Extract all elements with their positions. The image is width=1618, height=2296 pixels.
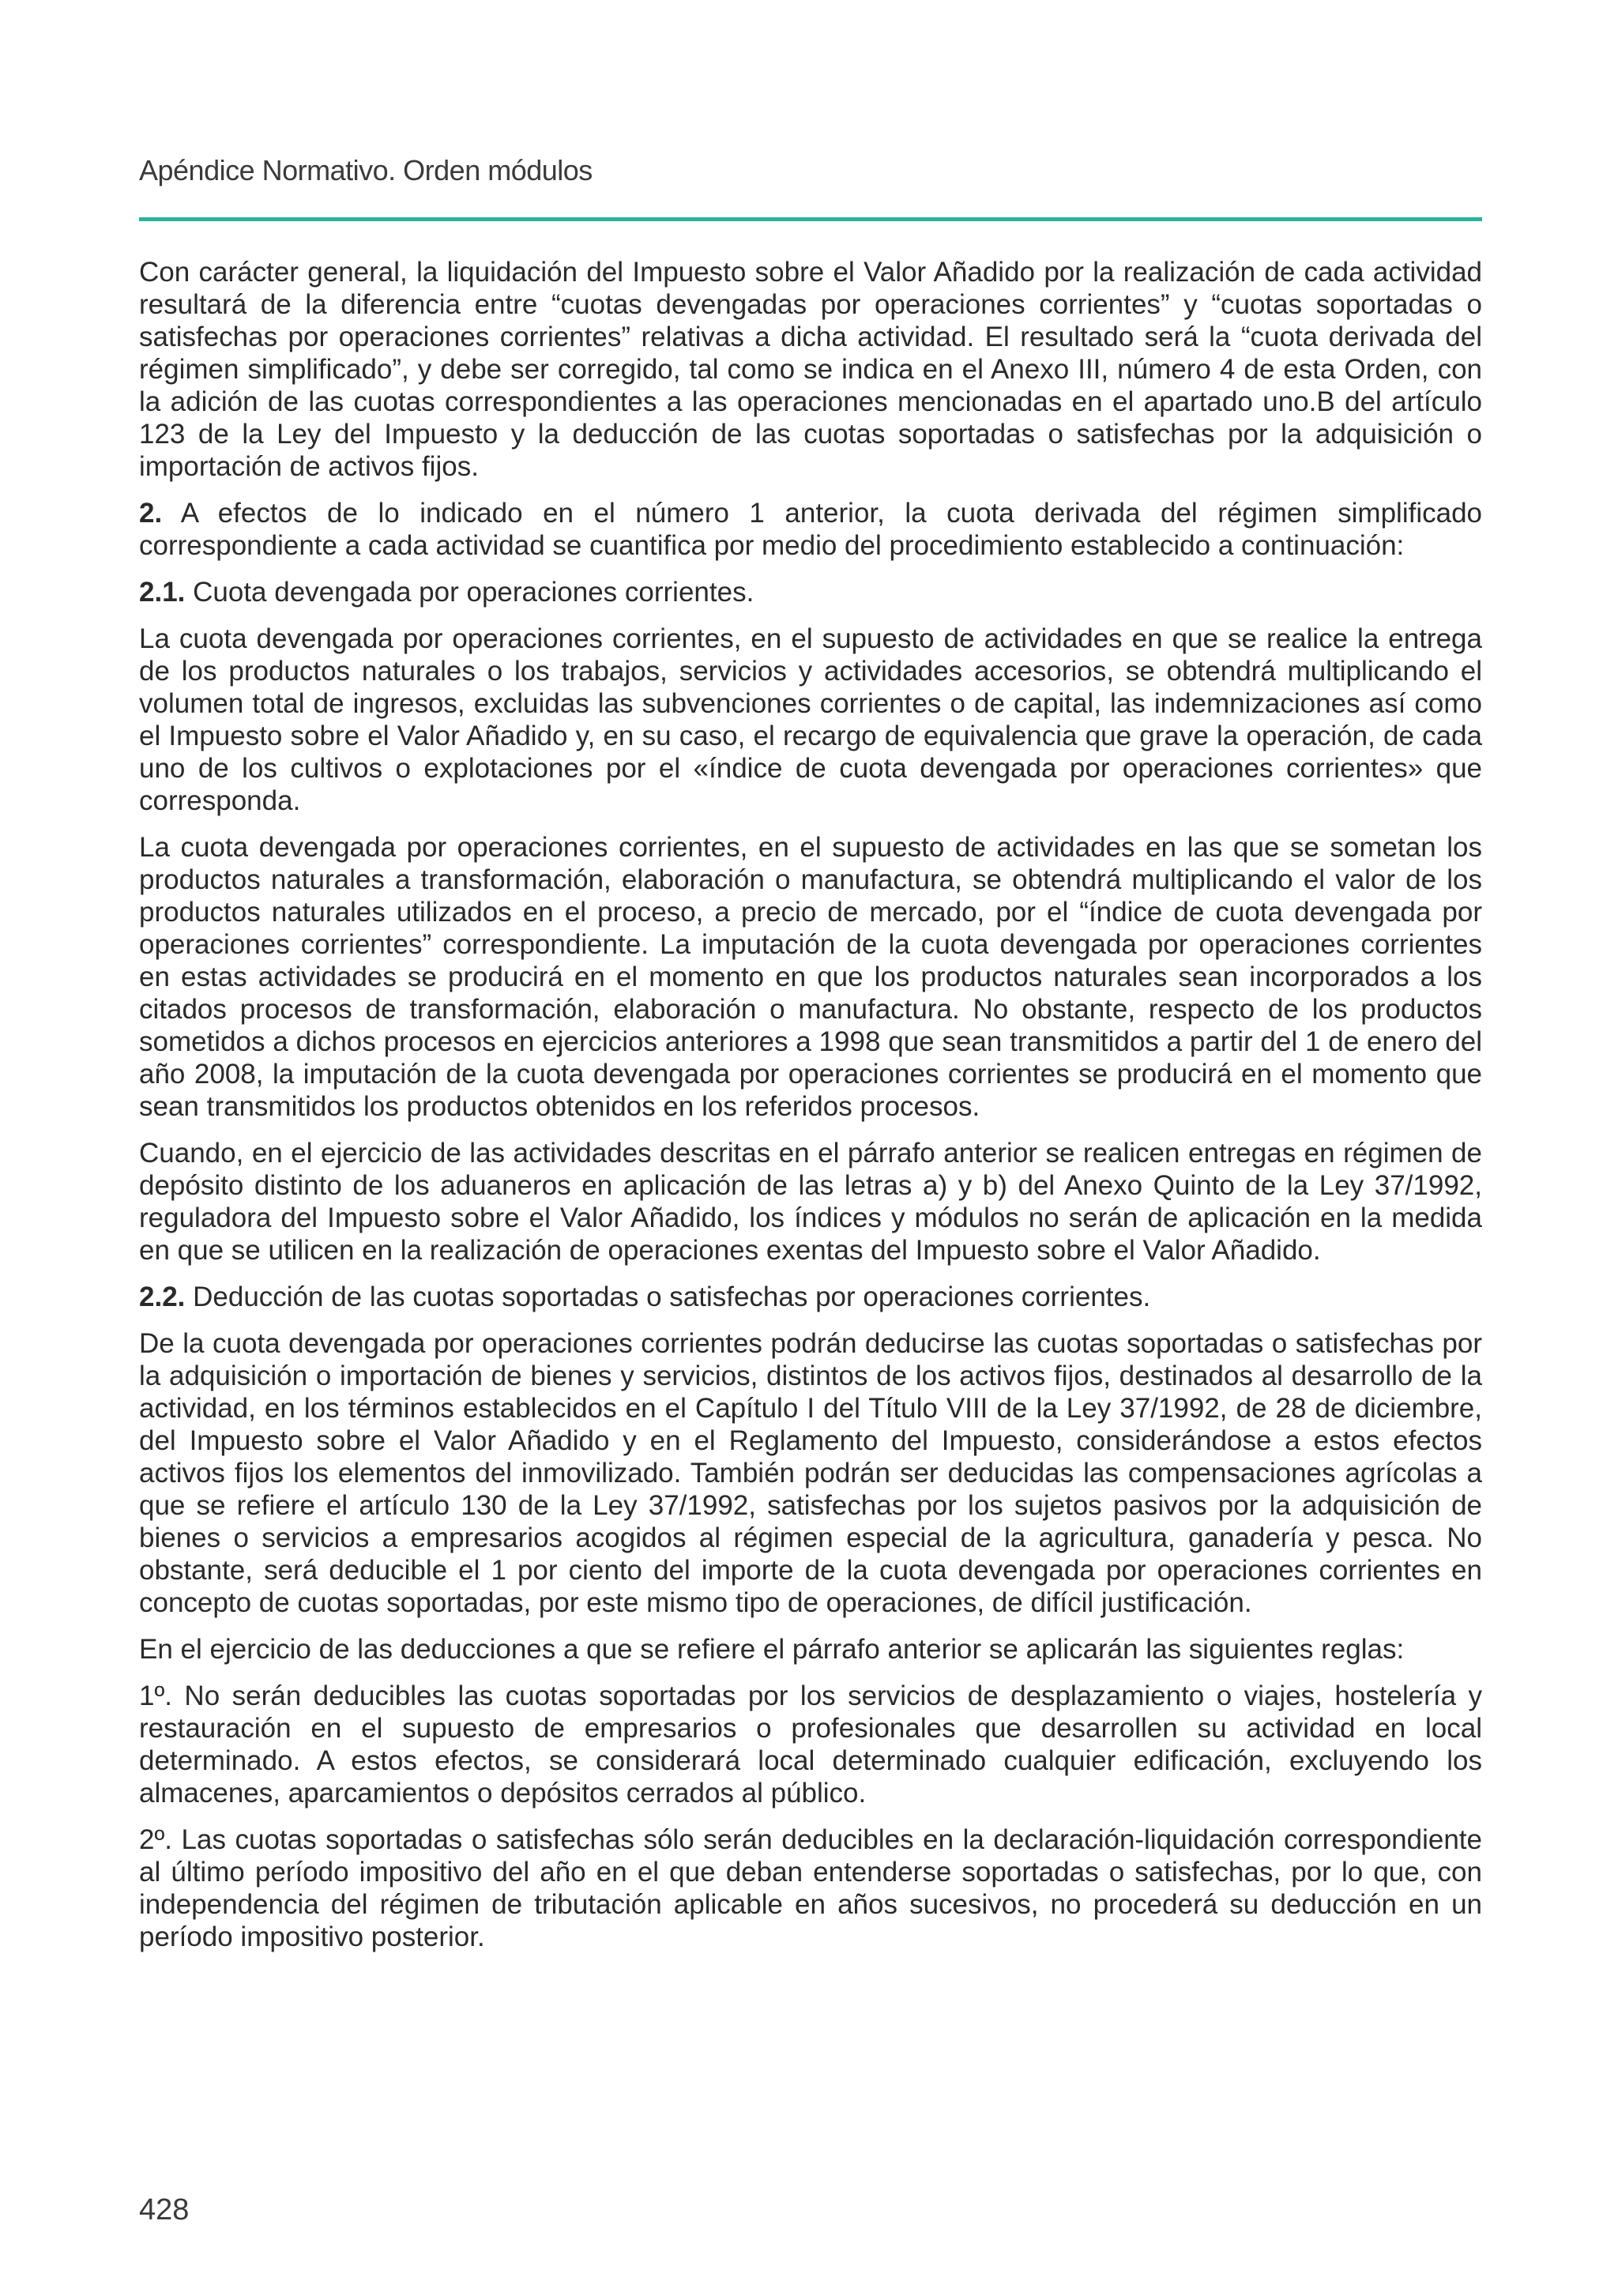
page-body [139,256,1482,1967]
section-number: 2.1. [139,577,186,608]
section-number: 2.2. [139,1282,186,1312]
section-heading [139,1281,1482,1313]
paragraph [139,831,1482,1123]
paragraph [139,256,1482,483]
paragraph-text: De la cuota devengada por operaciones corrientes podrán deducirse las cuotas soportadas o satisfechas por la adquisición o importación de bienes y servicios, distintos de los activos fijos, destinados al desarrollo de la actividad, en los términos establecidos en el Capítulo I del Título VIII de la Ley 37/1992, de 28 de diciembre, del Impuesto sobre el Valor Añadido y en el Reglamento del Impuesto, considerándose a estos efectos activos fijos los elementos del inmovilizado. También podrán ser deducidas las compensaciones agrícolas a que se refiere el artículo 130 de la Ley 37/1992, satisfechas por los sujetos pasivos por la adquisición de bienes o servicios a empresarios acogidos al régimen especial de la agricultura, ganadería y pesca. No obstante, será deducible el 1 por ciento del importe de la cuota devengada por operaciones corrientes en concepto de cuotas soportadas, por este mismo tipo de operaciones, de difícil justificación. [139,1328,1482,1618]
paragraph [139,623,1482,817]
paragraph-text: A efectos de lo indicado en el número 1 anterior, la cuota derivada del régimen simplificado correspondiente a cada actividad se cuantifica por medio del procedimiento establecido a continuación: [139,498,1482,561]
paragraph-text: Cuando, en el ejercicio de las actividades descritas en el párrafo anterior se realicen entregas en régimen de depósito distinto de los aduaneros en aplicación de las letras a) y b) del Anexo Quinto de la Ley 37/1992, reguladora del Impuesto sobre el Valor Añadido, los índices y módulos no serán de aplicación en la medida en que se utilicen en la realización de operaciones exentas del Impuesto sobre el Valor Añadido. [139,1138,1482,1266]
paragraph [139,1137,1482,1267]
paragraph [139,497,1482,562]
running-header: Apéndice Normativo. Orden módulos [139,154,593,186]
section-number: 2. [139,498,163,529]
paragraph-text: Con carácter general, la liquidación del Impuesto sobre el Valor Añadido por la realización de cada actividad resultará de la diferencia entre “cuotas devengadas por operaciones corrientes” y “cuotas soportadas o satisfechas por operaciones corrientes” relativas a dicha actividad. El resultado será la “cuota derivada del régimen simplificado”, y debe ser corregido, tal como se indica en el Anexo III, número 4 de esta Orden, con la adición de las cuotas correspondientes a las operaciones mencionadas en el apartado uno.B del artículo 123 de la Ley del Impuesto y la deducción de las cuotas soportadas o satisfechas por la adquisición o importación de activos fijos. [139,257,1482,482]
rule-item [139,1824,1482,1953]
paragraph-text: La cuota devengada por operaciones corrientes, en el supuesto de actividades en que se realice la entrega de los productos naturales o los trabajos, servicios y actividades accesorios, se obtendrá multiplicando el volumen total de ingresos, excluidas las subvenciones corrientes o de capital, las indemnizaciones así como el Impuesto sobre el Valor Añadido y, en su caso, el recargo de equivalencia que grave la operación, de cada uno de los cultivos o explotaciones por el «índice de cuota devengada por operaciones corrientes» que corresponda. [139,623,1482,816]
section-title: Deducción de las cuotas soportadas o satisfechas por operaciones corrientes. [185,1282,1151,1312]
page-number: 428 [139,2193,190,2226]
rule-item [139,1680,1482,1809]
paragraph [139,1633,1482,1666]
section-title: Cuota devengada por operaciones corrientes. [185,577,754,608]
header-divider [139,217,1482,221]
paragraph [139,1327,1482,1619]
paragraph-text: La cuota devengada por operaciones corrientes, en el supuesto de actividades en las que se sometan los productos naturales a transformación, elaboración o manufactura, se obtendrá multiplicando el valor de los productos naturales utilizados en el proceso, a precio de mercado, por el “índice de cuota devengada por operaciones corrientes” correspondiente. La imputación de la cuota devengada por operaciones corrientes en estas actividades se producirá en el momento en que los productos naturales sean incorporados a los citados procesos de transformación, elaboración o manufactura. No obstante, respecto de los productos sometidos a dichos procesos en ejercicios anteriores a 1998 que sean transmitidos a partir del 1 de enero del año 2008, la imputación de la cuota devengada por operaciones corrientes se producirá en el momento que sean transmitidos los productos obtenidos en los referidos procesos. [139,832,1482,1122]
paragraph-text: 1º. No serán deducibles las cuotas soportadas por los servicios de desplazamiento o viajes, hostelería y restauración en el supuesto de empresarios o profesionales que desarrollen su actividad en local determinado. A estos efectos, se considerará local determinado cualquier edificación, excluyendo los almacenes, aparcamientos o depósitos cerrados al público. [139,1681,1482,1809]
paragraph-text: 2º. Las cuotas soportadas o satisfechas sólo serán deducibles en la declaración-liquidación correspondiente al último período impositivo del año en el que deban entenderse soportadas o satisfechas, por lo que, con independencia del régimen de tributación aplicable en años sucesivos, no procederá su deducción en un período impositivo posterior. [139,1824,1482,1952]
section-heading [139,576,1482,608]
paragraph-text: En el ejercicio de las deducciones a que se refiere el párrafo anterior se aplicarán las siguientes reglas: [139,1634,1405,1665]
